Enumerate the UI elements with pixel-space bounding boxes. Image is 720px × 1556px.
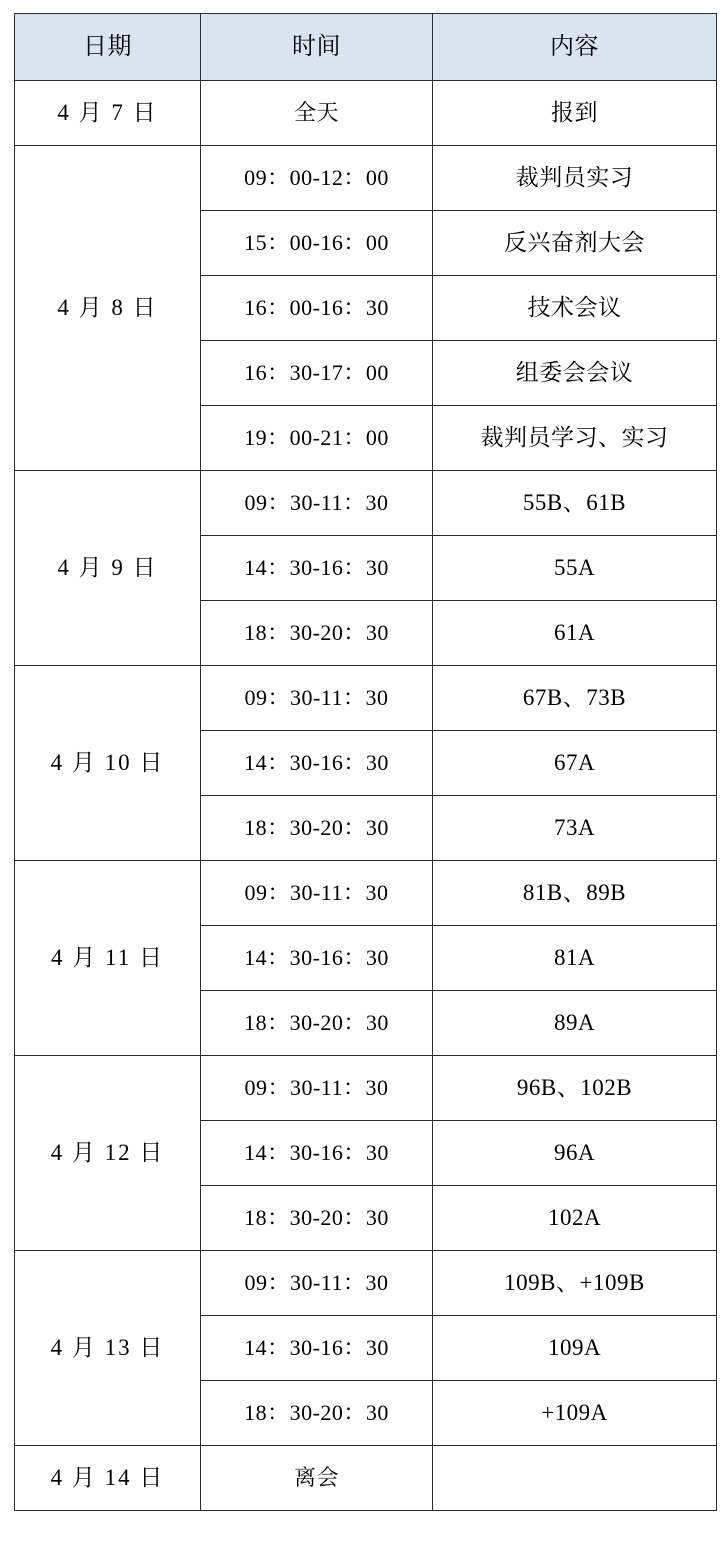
date-cell: 4 月 13 日	[15, 1251, 201, 1446]
content-cell: 102A	[433, 1186, 717, 1251]
time-cell: 09：30-11：30	[201, 471, 433, 536]
table-body	[15, 81, 717, 1511]
content-cell: 109B、+109B	[433, 1251, 717, 1316]
time-cell: 14：30-16：30	[201, 536, 433, 601]
date-cell: 4 月 10 日	[15, 666, 201, 861]
table-header	[15, 14, 717, 81]
content-cell: 96B、102B	[433, 1056, 717, 1121]
column-header-time: 时间	[201, 14, 433, 81]
time-cell: 09：30-11：30	[201, 1251, 433, 1316]
time-cell: 14：30-16：30	[201, 1316, 433, 1381]
time-cell: 离会	[201, 1446, 433, 1511]
content-cell: 55B、61B	[433, 471, 717, 536]
time-cell: 09：30-11：30	[201, 1056, 433, 1121]
table-row	[15, 471, 717, 536]
content-cell: 81A	[433, 926, 717, 991]
content-cell: 裁判员学习、实习	[433, 406, 717, 471]
time-cell: 19：00-21：00	[201, 406, 433, 471]
table-row	[15, 1056, 717, 1121]
time-cell: 09：30-11：30	[201, 861, 433, 926]
time-cell: 09：00-12：00	[201, 146, 433, 211]
content-cell: 96A	[433, 1121, 717, 1186]
content-cell: 裁判员实习	[433, 146, 717, 211]
content-cell: 报到	[433, 81, 717, 146]
table-row	[15, 666, 717, 731]
time-cell: 09：30-11：30	[201, 666, 433, 731]
date-cell: 4 月 12 日	[15, 1056, 201, 1251]
time-cell: 14：30-16：30	[201, 1121, 433, 1186]
time-cell: 16：00-16：30	[201, 276, 433, 341]
content-cell-empty	[433, 1446, 717, 1511]
date-cell: 4 月 9 日	[15, 471, 201, 666]
content-cell: 109A	[433, 1316, 717, 1381]
content-cell: 61A	[433, 601, 717, 666]
schedule-table	[14, 13, 717, 1511]
content-cell: 67B、73B	[433, 666, 717, 731]
time-cell: 18：30-20：30	[201, 1381, 433, 1446]
date-cell: 4 月 11 日	[15, 861, 201, 1056]
time-cell: 18：30-20：30	[201, 601, 433, 666]
column-header-content: 内容	[433, 14, 717, 81]
content-cell: 55A	[433, 536, 717, 601]
table-header-row	[15, 14, 717, 81]
content-cell: 技术会议	[433, 276, 717, 341]
content-cell: 89A	[433, 991, 717, 1056]
date-cell: 4 月 7 日	[15, 81, 201, 146]
time-cell: 15：00-16：00	[201, 211, 433, 276]
time-cell: 18：30-20：30	[201, 1186, 433, 1251]
date-cell: 4 月 14 日	[15, 1446, 201, 1511]
content-cell: 73A	[433, 796, 717, 861]
content-cell: 67A	[433, 731, 717, 796]
content-cell: 反兴奋剂大会	[433, 211, 717, 276]
table-row	[15, 861, 717, 926]
table-row	[15, 146, 717, 211]
time-cell: 14：30-16：30	[201, 926, 433, 991]
time-cell: 16：30-17：00	[201, 341, 433, 406]
table-row	[15, 1446, 717, 1511]
table-row	[15, 1251, 717, 1316]
time-cell: 14：30-16：30	[201, 731, 433, 796]
column-header-date: 日期	[15, 14, 201, 81]
content-cell: +109A	[433, 1381, 717, 1446]
content-cell: 组委会会议	[433, 341, 717, 406]
time-cell: 18：30-20：30	[201, 796, 433, 861]
table-row	[15, 81, 717, 146]
time-cell: 全天	[201, 81, 433, 146]
content-cell: 81B、89B	[433, 861, 717, 926]
time-cell: 18：30-20：30	[201, 991, 433, 1056]
date-cell: 4 月 8 日	[15, 146, 201, 471]
